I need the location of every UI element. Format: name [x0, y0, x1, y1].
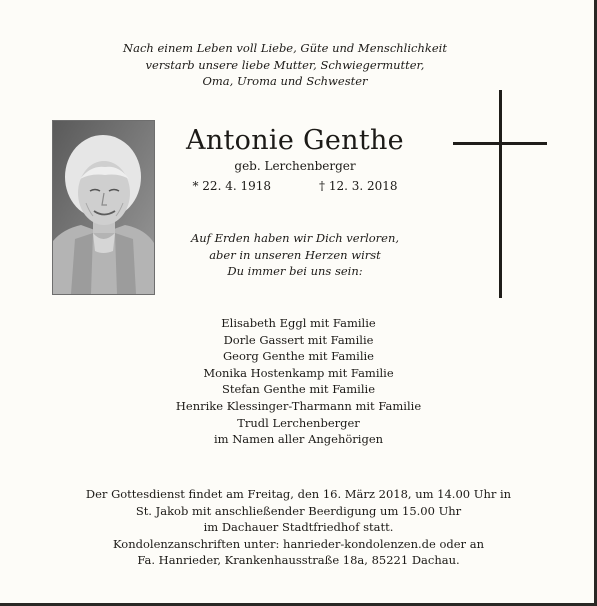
memorial-verse	[160, 230, 430, 280]
portrait-image	[53, 121, 154, 294]
service-line: Kondolenzanschriften unter: hanrieder-kondolenzen.de oder an	[113, 536, 484, 551]
verse-line: aber in unseren Herzen wirst	[209, 247, 381, 262]
mourner-line: Elisabeth Eggl mit Familie	[221, 316, 376, 330]
verse-line: Auf Erden haben wir Dich verloren,	[190, 231, 400, 245]
service-line: Fa. Hanrieder, Krankenhausstraße 18a, 85221 Dachau.	[137, 553, 460, 567]
intro-line: Nach einem Leben voll Liebe, Güte und Menschlichkeit	[123, 41, 447, 55]
intro-line: Oma, Uroma und Schwester	[202, 74, 368, 88]
service-line: Der Gottesdienst findet am Freitag, den 16. März 2018, um 14.00 Uhr in	[85, 487, 512, 501]
service-line: St. Jakob mit anschließender Beerdigung um 15.00 Uhr	[135, 503, 462, 518]
mourner-line: im Namen aller Angehörigen	[213, 432, 384, 447]
portrait-photo	[52, 120, 155, 295]
service-line: im Dachauer Stadtfriedhof statt.	[203, 520, 394, 534]
intro-text	[0, 40, 570, 90]
mourner-line: Henrike Klessinger-Tharmann mit Familie	[175, 398, 422, 413]
service-info	[0, 486, 597, 569]
deceased-name: Antonie Genthe	[186, 125, 404, 156]
birth-date: * 22. 4. 1918	[192, 179, 271, 193]
verse-line: Du immer bei uns sein:	[227, 264, 363, 278]
cross-icon	[453, 90, 547, 298]
mourner-line: Stefan Genthe mit Familie	[221, 382, 376, 397]
death-date: † 12. 3. 2018	[319, 179, 398, 193]
maiden-name: geb. Lerchenberger	[234, 159, 356, 173]
life-dates	[160, 178, 430, 194]
mourner-line: Georg Genthe mit Familie	[223, 349, 374, 364]
mourners-list	[0, 315, 597, 448]
intro-line: verstarb unsere liebe Mutter, Schwiegermutter,	[145, 57, 425, 72]
mourner-line: Monika Hostenkamp mit Familie	[203, 365, 394, 380]
mourner-line: Dorle Gassert mit Familie	[223, 332, 374, 347]
mourner-line: Trudl Lerchenberger	[237, 415, 360, 430]
